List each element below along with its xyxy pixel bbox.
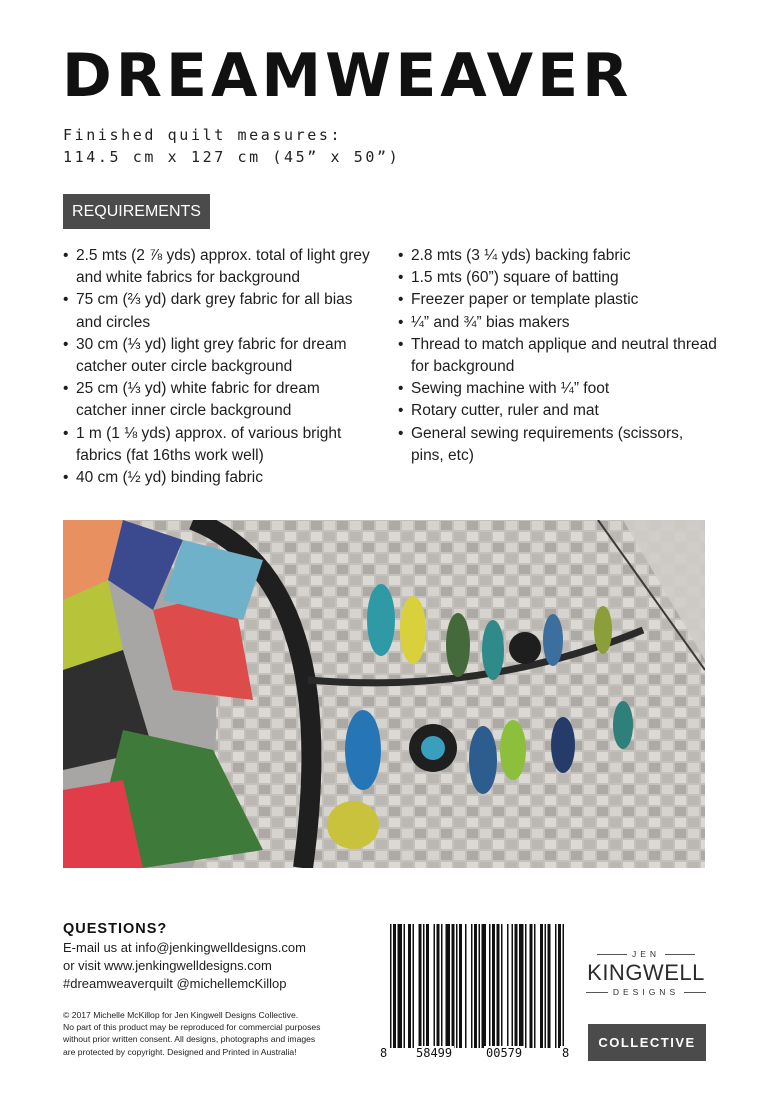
collective-badge: COLLECTIVE (588, 1024, 706, 1061)
quilt-photo-illustration (63, 520, 705, 868)
requirement-item: • 2.8 mts (3 ¼ yds) backing fabric (398, 245, 718, 267)
hashtags-line: #dreamweaverquilt @michellemcKillop (63, 976, 287, 991)
questions-section (63, 919, 383, 993)
barcode-bar (534, 924, 536, 1048)
requirement-item: • Sewing machine with ¼” foot (398, 378, 718, 400)
barcode-bar (413, 924, 415, 1048)
barcode-bar (434, 924, 436, 1048)
barcode-bar (563, 924, 565, 1048)
legal-line: without prior written consent. All designs, photographs and images (63, 1034, 316, 1045)
barcode-bar (555, 924, 557, 1048)
page-title: DREAMWEAVER (62, 41, 633, 111)
requirement-item: • 2.5 mts (2 ⅞ yds) approx. total of light grey and white fabrics for background (63, 245, 373, 289)
measures-line-1: Finished quilt measures: (63, 126, 343, 144)
barcode-left-group: 58499 (416, 1046, 453, 1060)
barcode-bar (479, 924, 481, 1048)
barcode-bar (423, 924, 425, 1048)
barcode-bar (446, 924, 451, 1048)
barcode-bar (441, 924, 443, 1048)
barcode-right-group: 00579 (486, 1046, 523, 1060)
barcode-bar (404, 924, 406, 1048)
barcode-bar (489, 924, 491, 1048)
barcode-bar (530, 924, 533, 1048)
barcode-bar (474, 924, 477, 1048)
barcode-bar (419, 924, 422, 1048)
requirement-item: • Thread to match applique and neutral thread for background (398, 334, 718, 378)
requirement-item: • ¼” and ¾” bias makers (398, 312, 718, 334)
requirement-item: • Freezer paper or template plastic (398, 289, 718, 311)
barcode-bar (501, 924, 503, 1048)
requirements-heading: REQUIREMENTS (63, 194, 210, 229)
legal-notice (63, 1009, 373, 1058)
barcode-last-digit: 8 (562, 1046, 570, 1060)
barcode-bar (465, 924, 467, 1048)
quilt-photo (63, 520, 705, 868)
requirements-list-left (63, 245, 373, 489)
barcode-bar (540, 924, 543, 1048)
barcode-digits (378, 1046, 574, 1062)
barcode-bar (393, 924, 396, 1048)
legal-line: are protected by copyright. Designed and Printed in Australia! (63, 1046, 297, 1057)
barcode-bar (471, 924, 473, 1048)
barcode-bar (426, 924, 429, 1048)
requirement-item: • 25 cm (⅓ yd) white fabric for dream catcher inner circle background (63, 378, 373, 422)
legal-line: No part of this product may be reproduced for commercial purposes (63, 1022, 321, 1033)
barcode-bar (482, 924, 487, 1048)
requirement-item: • 30 cm (⅓ yd) light grey fabric for dream catcher outer circle background (63, 334, 373, 378)
barcode-bar (507, 924, 509, 1048)
requirement-item: • 1 m (1 ⅛ yds) approx. of various bright fabrics (fat 16ths work well) (63, 423, 373, 467)
barcode-bar (408, 924, 411, 1048)
barcode-bar (390, 924, 392, 1048)
email-line[interactable]: E-mail us at info@jenkingwelldesigns.com (63, 940, 306, 955)
barcode-bar (456, 924, 458, 1048)
quilt-measures (63, 124, 400, 168)
requirement-item: • 1.5 mts (60”) square of batting (398, 267, 718, 289)
requirement-item: • Rotary cutter, ruler and mat (398, 400, 718, 422)
barcode-bar (558, 924, 561, 1048)
requirement-item: • 75 cm (⅔ yd) dark grey fabric for all bias and circles (63, 289, 373, 333)
barcode-first-digit: 8 (380, 1046, 388, 1060)
barcode-bar (512, 924, 514, 1048)
brand-logo (586, 948, 706, 998)
barcode-bar (452, 924, 455, 1048)
requirement-item: • General sewing requirements (scissors, pins, etc) (398, 423, 718, 467)
barcode-bar (398, 924, 403, 1048)
website-line[interactable]: or visit www.jenkingwelldesigns.com (63, 958, 272, 973)
barcode-bar (519, 924, 524, 1048)
barcode-bar (492, 924, 495, 1048)
brand-logo-top: JEN (586, 948, 706, 960)
questions-heading: QUESTIONS? (63, 921, 168, 937)
requirement-item: • 40 cm (½ yd) binding fabric (63, 467, 373, 489)
barcode-bar (515, 924, 518, 1048)
requirements-list-right (398, 245, 718, 467)
brand-logo-name: KINGWELL (587, 960, 705, 985)
barcode-bar (545, 924, 547, 1048)
barcode-bar (525, 924, 527, 1048)
legal-line: © 2017 Michelle McKillop for Jen Kingwell Designs Collective. (63, 1010, 299, 1020)
barcode-bar (497, 924, 500, 1048)
brand-logo-bottom: DESIGNS (586, 986, 706, 998)
barcode (378, 924, 574, 1064)
barcode-bar (437, 924, 440, 1048)
measures-line-2: 114.5 cm x 127 cm (45” x 50”) (63, 148, 401, 166)
barcode-bar (459, 924, 462, 1048)
barcode-bar (548, 924, 551, 1048)
